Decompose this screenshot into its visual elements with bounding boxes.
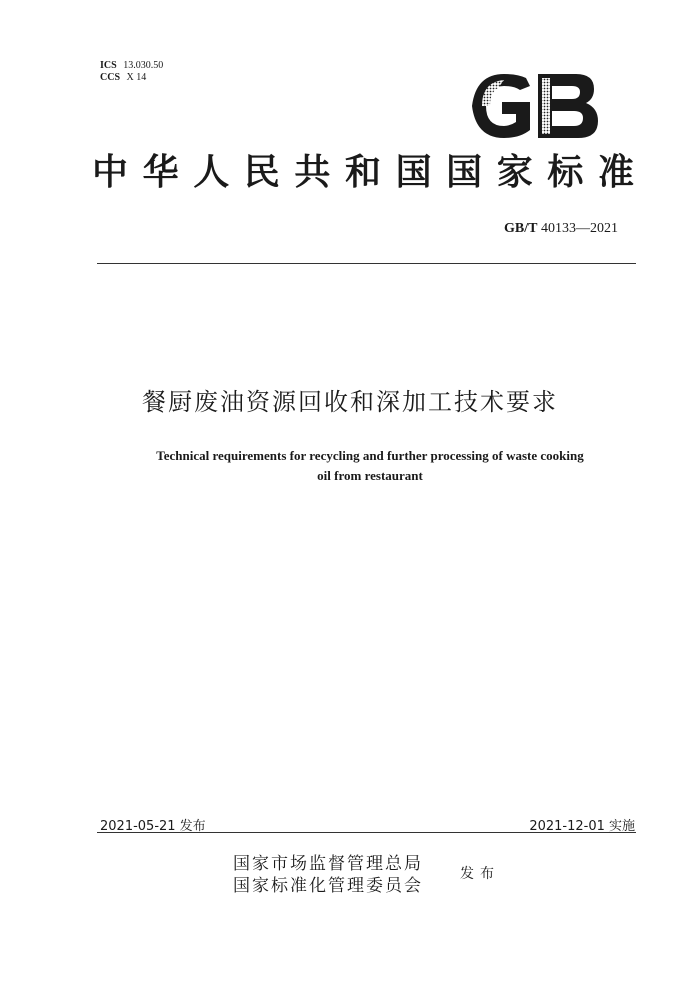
document-title-chinese: 餐厨废油资源回收和深加工技术要求: [142, 388, 558, 416]
ccs-code: [100, 72, 163, 84]
standard-number: [504, 221, 618, 237]
ccs-value: X 14: [126, 72, 147, 83]
org-title-char: 准: [597, 151, 634, 193]
national-standard-title: [92, 150, 634, 194]
top-divider: [97, 263, 636, 264]
org-title-char: 人: [193, 151, 230, 193]
ics-label: ICS: [100, 60, 117, 71]
org-title-char: 国: [446, 151, 483, 193]
ccs-label: CCS: [100, 72, 121, 83]
standard-prefix: GB/T: [504, 221, 538, 236]
publish-label: 发布: [460, 866, 500, 882]
issuing-authorities: [233, 853, 423, 897]
english-title-line: oil from restaurant: [317, 468, 423, 483]
gb-logo-icon: [468, 72, 600, 140]
classification-codes: [100, 60, 163, 84]
org-title-char: 共: [294, 151, 331, 193]
implementation-date: 2021-12-01 实施: [529, 819, 635, 834]
org-title-char: 家: [496, 151, 533, 193]
org-title-char: 标: [547, 151, 584, 193]
bottom-divider: [97, 832, 636, 833]
document-title-english: [100, 446, 640, 486]
org-title-char: 华: [142, 151, 179, 193]
org-title-char: 国: [395, 151, 432, 193]
authority-name: 国家市场监督管理总局: [233, 854, 423, 874]
org-title-char: 民: [243, 151, 280, 193]
english-title-line: Technical requirements for recycling and further processing of waste cooking: [156, 448, 584, 463]
org-title-char: 中: [92, 151, 129, 193]
issue-date: 2021-05-21 发布: [100, 819, 206, 834]
ics-value: 13.030.50: [123, 60, 164, 71]
ics-code: [100, 60, 163, 72]
standard-code: 40133—2021: [541, 221, 618, 236]
authority-name: 国家标准化管理委员会: [233, 876, 423, 896]
org-title-char: 和: [344, 151, 381, 193]
